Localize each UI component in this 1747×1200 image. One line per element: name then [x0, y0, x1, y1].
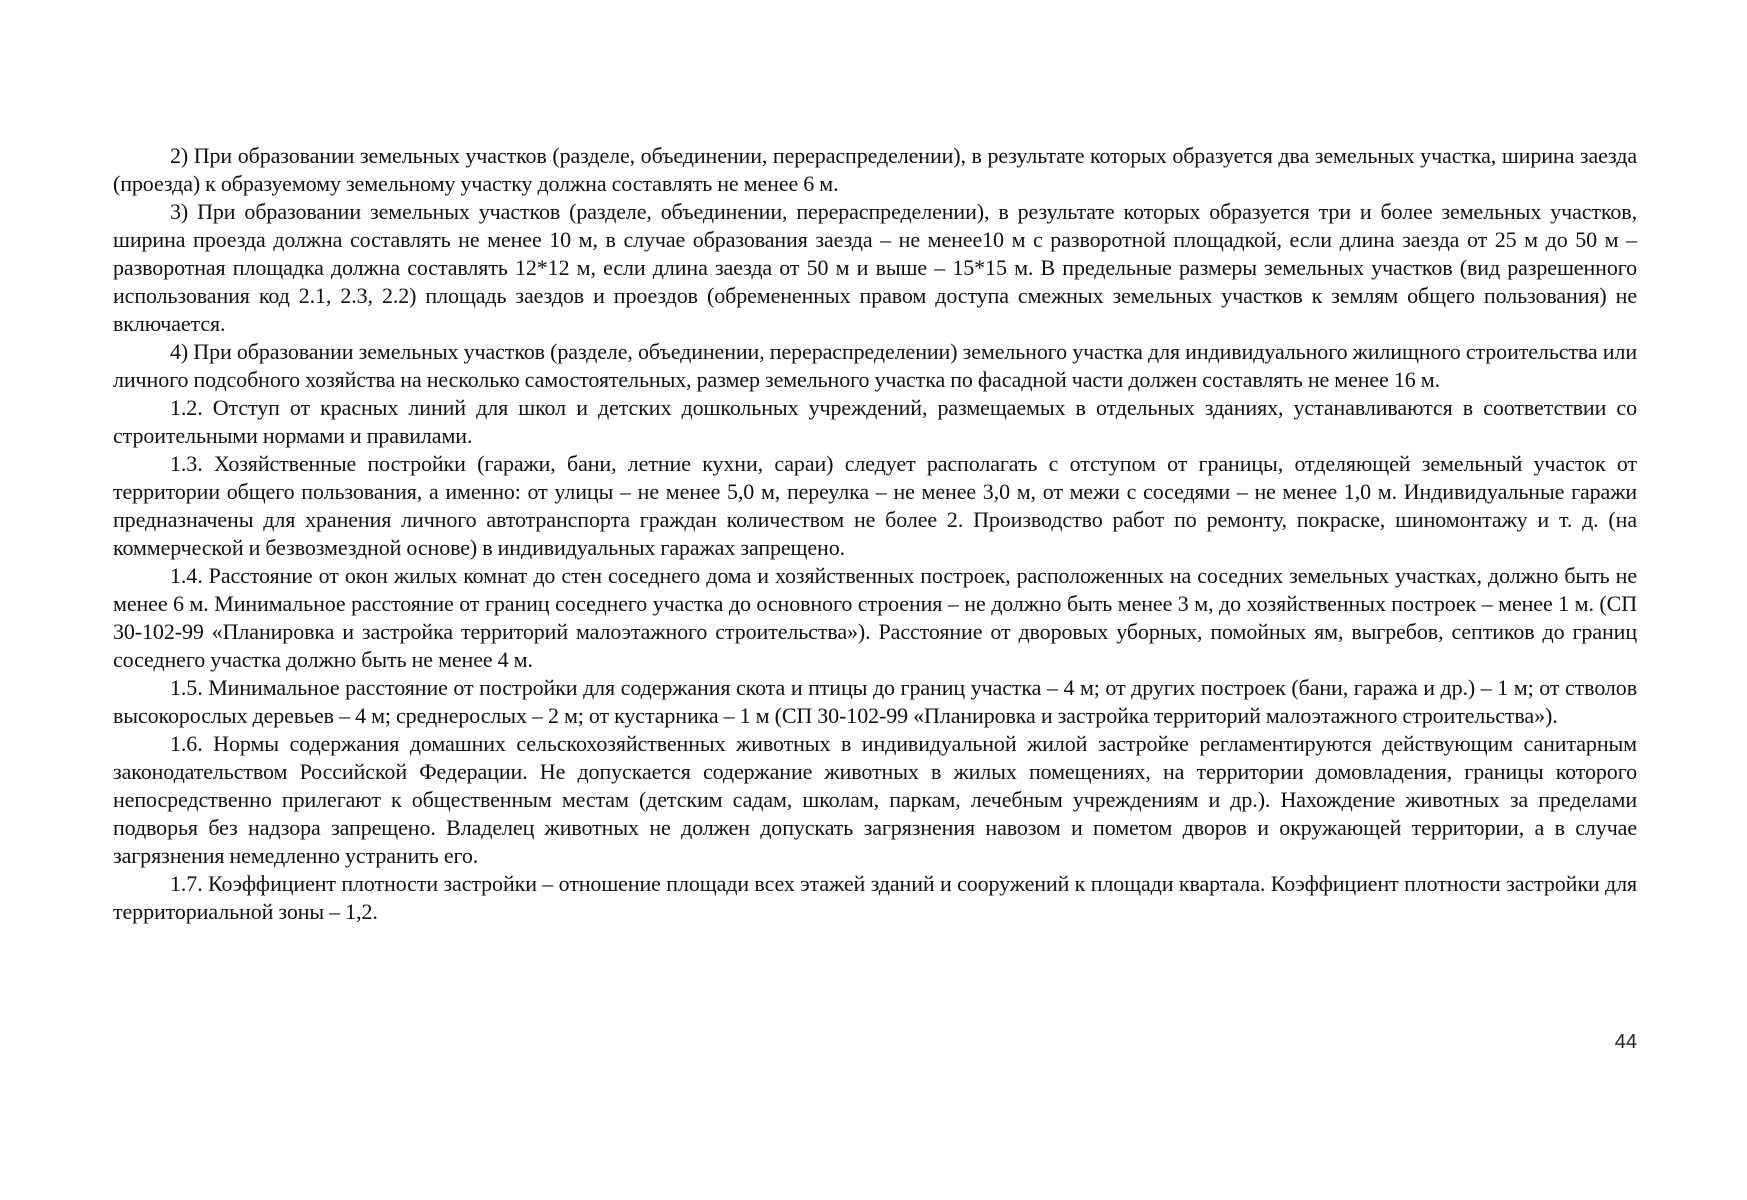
- paragraph-item-3: 3) При образовании земельных участков (разделе, объединении, перераспределении), в результате которых образуется три и более земельных участков, ширина проезда должна составлять не менее 10 м, в случае образования заезда – не менее10 м с разворотной площадкой, если длина заезда от 25 м до 50 м – разворотная площадка должна составлять 12*12 м, если длина заезда от 50 м и выше – 15*15 м. В предельные размеры земельных участков (вид разрешенного использования код 2.1, 2.3, 2.2) площадь заездов и проездов (обремененных правом доступа смежных земельных участков к землям общего пользования) не включается.: [113, 199, 1637, 336]
- paragraph-1-7: 1.7. Коэффициент плотности застройки – отношение площади всех этажей зданий и сооружений к площади квартала. Коэффициент плотности застройки для территориальной зоны – 1,2.: [113, 871, 1637, 924]
- paragraph-1-5: 1.5. Минимальное расстояние от постройки для содержания скота и птицы до границ участка – 4 м; от других построек (бани, гаража и др.) – 1 м; от стволов высокорослых деревьев – 4 м; среднерослых – 2 м; от кустарника – 1 м (СП 30-102-99 «Планировка и застройка территорий малоэтажного строительства»).: [113, 675, 1637, 728]
- paragraph-1-6: 1.6. Нормы содержания домашних сельскохозяйственных животных в индивидуальной жилой застройке регламентируются действующим санитарным законодательством Российской Федерации. Не допускается содержание животных в жилых помещениях, на территории домовладения, границы которого непосредственно прилегают к общественным местам (детским садам, школам, паркам, лечебным учреждениям и др.). Нахождение животных за пределами подворья без надзора запрещено. Владелец животных не должен допускать загрязнения навозом и пометом дворов и окружающей территории, а в случае загрязнения немедленно устранить его.: [113, 731, 1637, 868]
- paragraph-1-2: 1.2. Отступ от красных линий для школ и детских дошкольных учреждений, размещаемых в отдельных зданиях, устанавливаются в соответствии со строительными нормами и правилами.: [113, 395, 1637, 448]
- paragraph-item-2: 2) При образовании земельных участков (разделе, объединении, перераспределении), в результате которых образуется два земельных участка, ширина заезда (проезда) к образуемому земельному участку должна составлять не менее 6 м.: [113, 143, 1637, 196]
- paragraph-1-3: 1.3. Хозяйственные постройки (гаражи, бани, летние кухни, сараи) следует располагать с отступом от границы, отделяющей земельный участок от территории общего пользования, а именно: от улицы – не менее 5,0 м, переулка – не менее 3,0 м, от межи с соседями – не менее 1,0 м. Индивидуальные гаражи предназначены для хранения личного автотранспорта граждан количеством не более 2. Производство работ по ремонту, покраске, шиномонтажу и т. д. (на коммерческой и безвозмездной основе) в индивидуальных гаражах запрещено.: [113, 451, 1637, 560]
- document-body: [113, 142, 1637, 926]
- page-number: 44: [1614, 1031, 1637, 1053]
- paragraph-1-4: 1.4. Расстояние от окон жилых комнат до стен соседнего дома и хозяйственных построек, расположенных на соседних земельных участках, должно быть не менее 6 м. Минимальное расстояние от границ соседнего участка до основного строения – не должно быть менее 3 м, до хозяйственных построек – менее 1 м. (СП 30-102-99 «Планировка и застройка территорий малоэтажного строительства»). Расстояние от дворовых уборных, помойных ям, выгребов, септиков до границ соседнего участка должно быть не менее 4 м.: [113, 563, 1637, 672]
- paragraph-item-4: 4) При образовании земельных участков (разделе, объединении, перераспределении) земельного участка для индивидуального жилищного строительства или личного подсобного хозяйства на несколько самостоятельных, размер земельного участка по фасадной части должен составлять не менее 16 м.: [113, 339, 1637, 392]
